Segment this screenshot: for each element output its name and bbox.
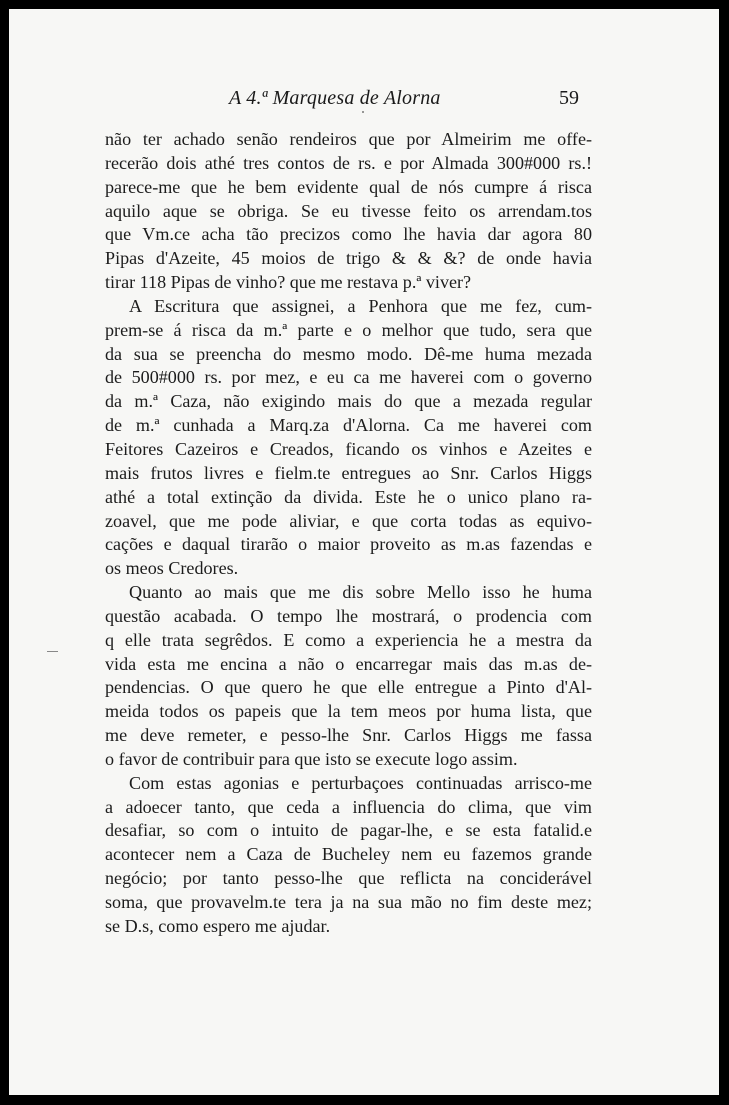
text-line: não ter achado senão rendeiros que por Almeirim me offe- — [105, 129, 592, 149]
text-line: pendencias. O que quero he que elle entregue a Pinto d'Al- — [105, 677, 592, 698]
running-title: A 4.ª Marquesa de Alorna — [229, 87, 441, 109]
text-line: questão acabada. O tempo lhe mostrará, o prodencia com — [105, 605, 592, 626]
text-line: tirar 118 Pipas de vinho? que me restava p.ª viver? — [105, 272, 472, 293]
text-line: athé a total extinção da divida. Este he o unico plano ra- — [105, 486, 592, 507]
text-line: mais frutos livres e fielm.te entregues ao Snr. Carlos Higgs — [105, 462, 592, 483]
text-line: prem-se á risca da m.ª parte e o melhor que tudo, sera que — [105, 319, 592, 340]
page-number: 59 — [559, 87, 579, 109]
text-line: A Escritura que assignei, a Penhora que me fez, cum- — [129, 295, 592, 316]
text-line: me deve remeter, e pesso-lhe Snr. Carlos Higgs me fassa — [105, 725, 592, 746]
text-line: de 500#000 rs. por mez, e eu ca me haverei com o governo — [105, 367, 592, 388]
text-line: Pipas d'Azeite, 45 moios de trigo & & &? de onde havia — [105, 248, 592, 269]
text-line: se D.s, como espero me ajudar. — [105, 915, 331, 936]
text-line: o favor de contribuir para que isto se execute logo assim. — [105, 748, 518, 769]
text-line: os meos Credores. — [105, 558, 239, 579]
text-line: de m.ª cunhada a Marq.za d'Alorna. Ca me haverei com — [105, 415, 592, 436]
text-line: meida todos os papeis que la tem meos por huma lista, que — [105, 701, 592, 722]
book-page — [9, 9, 719, 1095]
text-line: parece-me que he bem evidente qual de nós cumpre á risca — [105, 176, 592, 197]
text-line: da m.ª Caza, não exigindo mais do que a mezada regular — [105, 391, 592, 412]
text-line: cações e daqual tirarão o maior proveito as m.as fazendas e — [105, 534, 592, 555]
text-line: Quanto ao mais que me dis sobre Mello isso he huma — [129, 582, 592, 603]
text-line: vida esta me encina a não o encarregar mais das m.as de- — [105, 653, 592, 674]
text-line: acontecer nem a Caza de Bucheley nem eu fazemos grande — [105, 844, 592, 865]
text-line: que Vm.ce acha tão precizos como lhe havia dar agora 80 — [105, 224, 592, 245]
text-line: negócio; por tanto pesso-lhe que reflicta na conciderável — [105, 868, 592, 889]
text-line: zoavel, que me pode aliviar, e que corta todas as equivo- — [105, 510, 592, 531]
text-line: Com estas agonias e perturbaçoes continuadas arrisco-me — [129, 772, 592, 793]
page-header — [9, 87, 719, 121]
text-line: soma, que provavelm.te tera ja na sua mão no fim deste mez; — [105, 892, 592, 912]
text-line: a adoecer tanto, que ceda a influencia do clima, que vim — [105, 796, 592, 817]
body-text — [105, 128, 592, 939]
margin-mark — [47, 651, 58, 652]
text-line: aquilo aque se obriga. Se eu tivesse feito os arrendam.tos — [105, 200, 592, 221]
text-line: desafiar, so com o intuito de pagar-lhe, e se esta fatalid.e — [105, 820, 592, 841]
text-line: recerão dois athé tres contos de rs. e por Almada 300#000 rs.! — [105, 152, 592, 173]
text-line: da sua se preencha do mesmo modo. Dê-me huma mezada — [105, 343, 592, 364]
text-line: q elle trata segrêdos. E como a experiencia he a mestra da — [105, 629, 592, 650]
text-line: Feitores Cazeiros e Creados, ficando os vinhos e Azeites e — [105, 438, 592, 459]
